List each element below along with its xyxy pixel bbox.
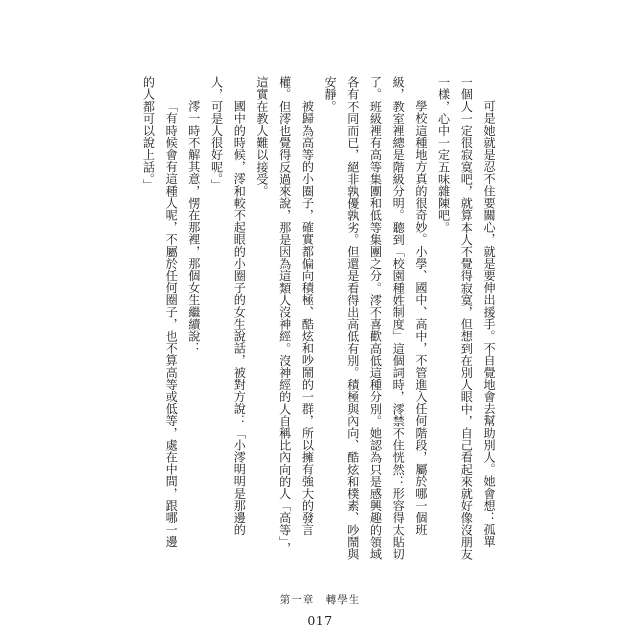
paragraph — [137, 76, 182, 566]
paragraph — [318, 76, 432, 566]
text-column: 了。班級裡有高等集團和低等集團之分。澪不喜歡高低這種分別。她認為只是感興趣的領域 — [368, 76, 383, 560]
text-column: 的人都可以說上話。」 — [141, 76, 156, 191]
text-column: 級，教室裡總是階級分明。聽到「校園種姓制度」這個詞時，澪禁不住恍然：形容得太貼切 — [391, 76, 406, 560]
text-column: 一樣，心中一定五味雜陳吧。 — [436, 76, 451, 234]
paragraph — [182, 76, 205, 566]
paragraph — [250, 76, 318, 566]
text-column: 可是她就是忍不住要關心，就是要伸出援手。不自覺地會去幫助別人。她會想：孤單 — [482, 100, 496, 548]
text-column: 權。但澪也覺得反過來說，那是因為這類人沒神經。沒神經的人自稱比內向的人「高等」， — [277, 76, 292, 554]
paragraph — [432, 76, 500, 566]
text-column: 澪一時不解其意，愣在那裡，那個女生繼續說： — [186, 100, 201, 355]
page-number: 017 — [307, 613, 333, 628]
text-column: 一個人一定很寂寞吧，就算本人不覺得寂寞，但想到在別人眼中，自己看起來就好像沒朋友 — [459, 76, 474, 560]
running-footer-chapter: 第一章 轉學生 — [279, 594, 361, 606]
body-text — [137, 76, 500, 566]
text-column: 學校這種地方真的很奇妙。小學、國中、高中，不管進入任何階段，屬於哪一個班 — [413, 100, 428, 536]
paragraph — [205, 76, 250, 566]
text-column: 安靜。 — [323, 76, 338, 113]
text-column: 各有不同而已，絕非孰優孰劣。但還是看得出高低有別。積極與內向、酷炫和樸素、吵鬧與 — [345, 76, 360, 560]
text-column: 國中的時候，澪和較不起眼的小圈子的女生說話，被對方說：「小澪明明是那邊的 — [232, 100, 247, 536]
text-column: 人，可是人很好呢。」 — [209, 76, 224, 191]
text-column: 這實在教人難以接受。 — [254, 76, 269, 197]
text-column: 被歸為高等的小圈子，確實都偏向積極、酷炫和吵鬧的一群，所以擁有強大的發言 — [300, 100, 315, 536]
text-column: 「有時候會有這種人呢，不屬於任何圈子，也不算高等或低等，處在中間，跟哪一邊 — [164, 100, 179, 548]
